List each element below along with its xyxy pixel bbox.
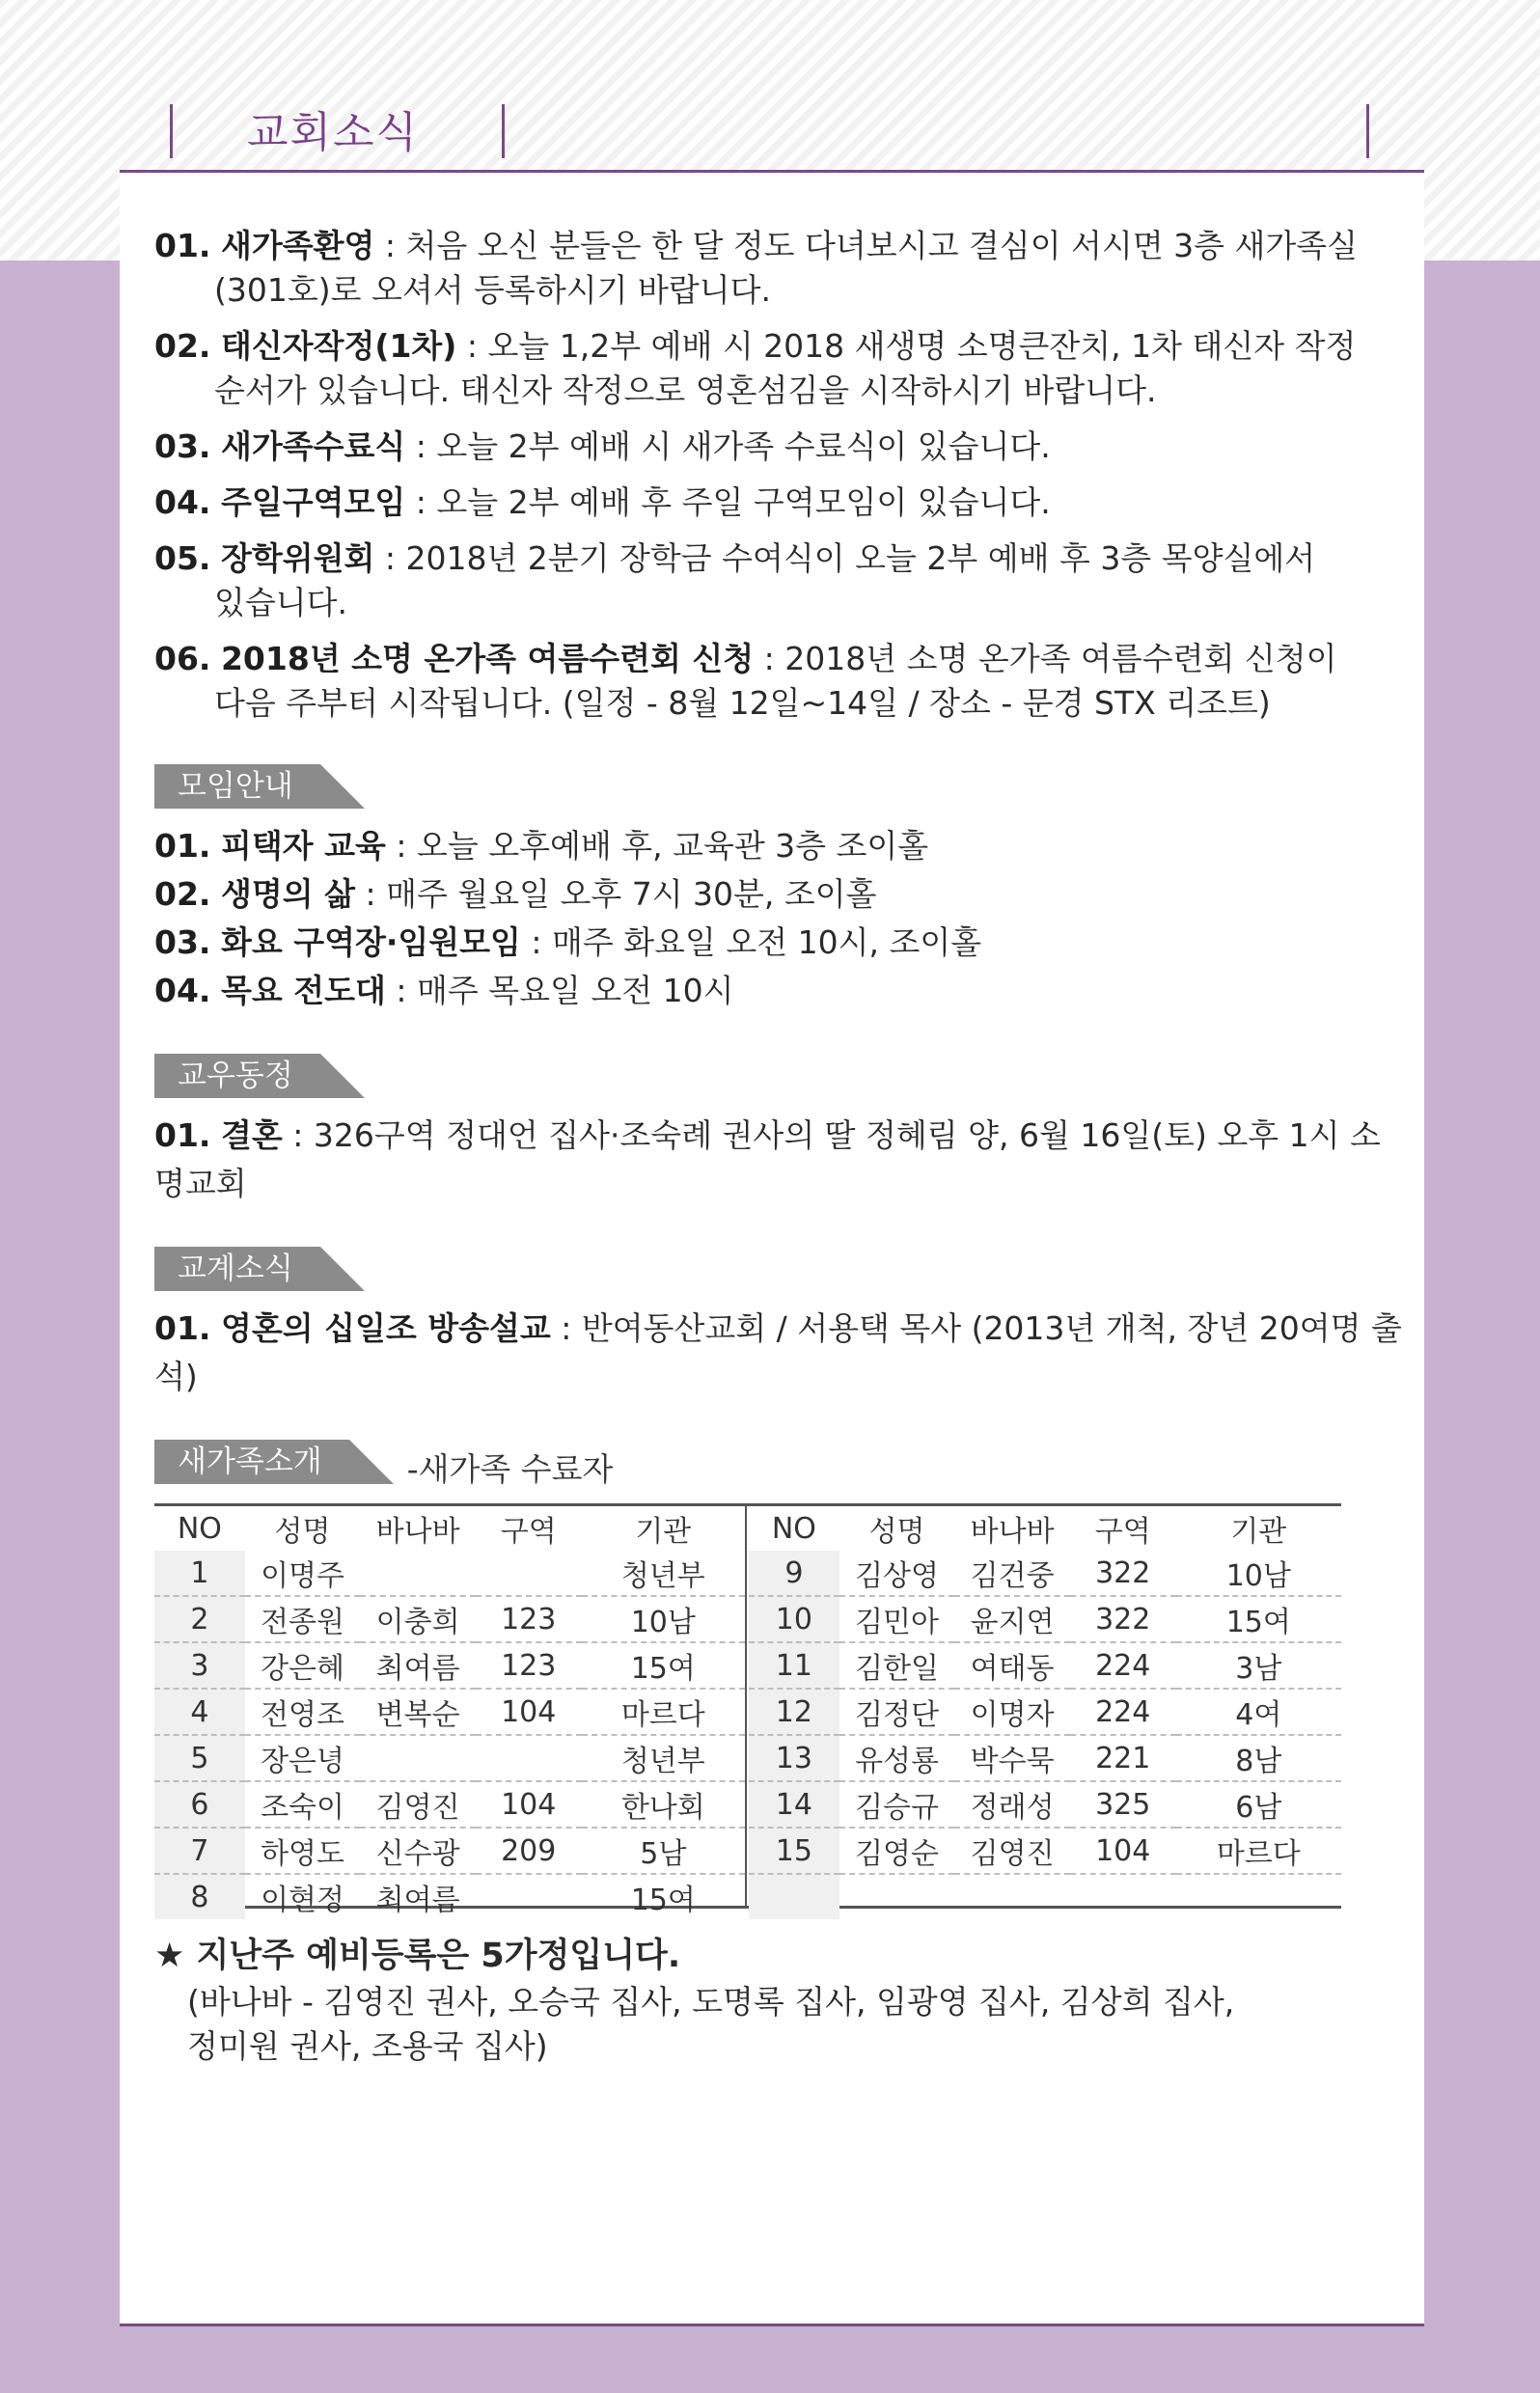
cell-name: 김승규	[839, 1781, 955, 1828]
meeting-item	[154, 822, 1409, 870]
meeting-item	[154, 870, 1409, 919]
cell-barnabas: 김영진	[954, 1828, 1070, 1874]
title-right-bar	[502, 104, 505, 158]
news-text: : 2018년 2분기 장학금 수여식이 오늘 2부 예배 후 3층 목양실에서	[374, 539, 1316, 577]
col-header: 기관	[635, 1515, 692, 1549]
cell-district	[1070, 1874, 1176, 1919]
cell-no: 12	[749, 1689, 839, 1735]
right-rows	[749, 1551, 1341, 1919]
item-text: : 매주 목요일 오전 10시	[385, 972, 734, 1009]
news-no: 06.	[154, 640, 211, 677]
cell-group: 15여	[630, 1884, 696, 1917]
cell-district: 123	[476, 1596, 582, 1642]
item-title: 생명의 삶	[220, 875, 355, 913]
cell-group: 10남	[1176, 1551, 1341, 1596]
item-no: 04.	[154, 972, 211, 1009]
news-no: 01.	[154, 227, 211, 264]
item-text: : 매주 월요일 오후 7시 30분, 조이홀	[354, 875, 877, 913]
cell-district: 104	[1070, 1828, 1176, 1874]
news-title: 장학위원회	[220, 539, 375, 577]
header-end-bar	[1366, 104, 1369, 158]
news-title: 태신자작정(1차)	[220, 327, 457, 365]
cell-barnabas: 정래성	[954, 1781, 1070, 1828]
item-text: : 326구역 정대언 집사·조숙례 권사의 딸 정혜림 양, 6월 16일(토) 오후 1시 소명교회	[154, 1116, 1381, 1202]
cell-no: 8	[154, 1874, 245, 1919]
section-tag: 모임안내	[154, 764, 320, 809]
news-no: 04.	[154, 483, 211, 521]
cell-no: 10	[749, 1596, 839, 1642]
cell-name: 하영도	[245, 1828, 361, 1874]
item-title: 피택자 교육	[220, 827, 386, 865]
news-text: : 오늘 2부 예배 시 새가족 수료식이 있습니다.	[405, 427, 1051, 465]
table-row	[749, 1551, 1341, 1596]
cell-group: 마르다	[1176, 1828, 1341, 1874]
cell-name: 김영순	[839, 1828, 955, 1874]
section-tag: 교계소식	[154, 1247, 320, 1291]
cell-group: 4여	[1176, 1689, 1341, 1735]
cell-barnabas: 이명자	[954, 1689, 1070, 1735]
cell-barnabas	[954, 1874, 1070, 1919]
cell-district: 224	[1070, 1689, 1176, 1735]
cell-group: 8남	[1176, 1735, 1341, 1781]
news-item	[154, 637, 1409, 726]
cell-group: 15여	[1176, 1596, 1341, 1642]
cell-name: 김민아	[839, 1596, 955, 1642]
denomination-section	[154, 1247, 1409, 1401]
table-row	[154, 1735, 745, 1781]
table-row	[749, 1596, 1341, 1642]
meeting-item	[154, 919, 1409, 967]
header-divider	[120, 170, 1424, 173]
cell-barnabas: 김건중	[954, 1551, 1070, 1596]
cell-name: 전종원	[245, 1596, 361, 1642]
news-no: 02.	[154, 327, 211, 365]
meeting-item	[154, 967, 1409, 1015]
cell-group: 10남	[582, 1596, 745, 1642]
cell-name: 조숙이	[245, 1781, 361, 1828]
table-row	[154, 1596, 745, 1642]
cell-no: 15	[749, 1828, 839, 1874]
cell-name: 장은녕	[245, 1735, 361, 1781]
pre-registration-headline: ★ 지난주 예비등록은 5가정입니다.	[154, 1937, 681, 1975]
section-tag: 새가족소개	[154, 1440, 349, 1484]
cell-no: 14	[749, 1781, 839, 1828]
news-text-cont: (301호)로 오셔서 등록하시기 바랍니다.	[214, 271, 771, 309]
news-no: 05.	[154, 539, 211, 577]
cell-district	[476, 1735, 582, 1781]
news-text-cont: 있습니다.	[214, 584, 348, 621]
cell-district: 322	[1070, 1551, 1176, 1596]
cell-barnabas: 윤지연	[954, 1596, 1070, 1642]
item-title: 영혼의 십일조 방송설교	[220, 1309, 551, 1347]
table-row	[154, 1642, 745, 1689]
col-header: 성명	[274, 1515, 331, 1549]
pre-registration-line: (바나바 - 김영진 권사, 오승국 집사, 도명록 집사, 임광영 집사, 김상희 집사,	[187, 1983, 1235, 2021]
newcomers-subtitle: -새가족 수료자	[406, 1450, 614, 1488]
news-text: : 처음 오신 분들은 한 달 정도 다녀보시고 결심이 서시면 3층 새가족실	[374, 227, 1359, 264]
cell-district: 224	[1070, 1642, 1176, 1689]
newcomers-left-table	[154, 1506, 745, 1919]
cell-name: 김정단	[839, 1689, 955, 1735]
cell-no: 11	[749, 1642, 839, 1689]
table-row	[749, 1828, 1341, 1874]
cell-barnabas: 여태동	[954, 1642, 1070, 1689]
table-row	[749, 1781, 1341, 1828]
cell-name: 유성룡	[839, 1735, 955, 1781]
cell-district: 221	[1070, 1735, 1176, 1781]
item-no: 02.	[154, 875, 211, 913]
cell-district: 123	[476, 1642, 582, 1689]
newcomers-right-table	[749, 1506, 1341, 1919]
cell-barnabas: 변복순	[360, 1689, 476, 1735]
col-header: 기관	[1230, 1515, 1287, 1549]
item-no: 01.	[154, 827, 211, 865]
item-no: 01.	[154, 1116, 211, 1154]
cell-group: 청년부	[582, 1551, 745, 1596]
section-tag: 교우동정	[154, 1054, 320, 1098]
news-item	[154, 481, 1409, 525]
cell-name: 이명주	[245, 1551, 361, 1596]
item-title: 결혼	[220, 1116, 283, 1154]
cell-no: 6	[154, 1781, 245, 1828]
cell-no: 1	[154, 1551, 245, 1596]
item-text: : 오늘 오후예배 후, 교육관 3층 조이홀	[385, 827, 929, 865]
cell-group: 5남	[582, 1828, 745, 1874]
news-text-cont: 다음 주부터 시작됩니다. (일정 - 8월 12일~14일 / 장소 - 문경 STX 리조트)	[214, 684, 1271, 722]
news-text: : 오늘 2부 예배 후 주일 구역모임이 있습니다.	[405, 483, 1051, 521]
news-text-cont: 순서가 있습니다. 태신자 작정으로 영혼섬김을 시작하시기 바랍니다.	[214, 371, 1157, 409]
news-item	[154, 425, 1409, 469]
item-title: 화요 구역장·임원모임	[220, 923, 521, 961]
cell-barnabas: 신수광	[360, 1828, 476, 1874]
left-rows	[154, 1551, 745, 1919]
news-title: 주일구역모임	[220, 483, 406, 521]
item-text: : 반여동산교회 / 서용택 목사 (2013년 개척, 장년 20여명 출석)	[154, 1309, 1402, 1395]
table-row	[154, 1551, 745, 1596]
news-item	[154, 224, 1409, 313]
col-header: 구역	[1094, 1515, 1151, 1549]
cell-district	[476, 1551, 582, 1596]
table-row	[749, 1689, 1341, 1735]
title-left-bar	[170, 104, 173, 158]
table-row	[749, 1735, 1341, 1781]
cell-district: 209	[476, 1828, 582, 1874]
table-row	[749, 1874, 1341, 1919]
col-header: 바나바	[375, 1515, 460, 1549]
item-no: 03.	[154, 923, 211, 961]
table-row	[154, 1874, 745, 1919]
pre-registration-note	[154, 1932, 1409, 2069]
newcomers-section	[154, 1440, 1409, 1917]
cell-group: 청년부	[582, 1735, 745, 1781]
cell-no: 7	[154, 1828, 245, 1874]
cell-barnabas	[360, 1735, 476, 1781]
table-divider	[745, 1506, 747, 1906]
col-header: NO	[177, 1511, 222, 1546]
cell-barnabas: 박수묵	[954, 1735, 1070, 1781]
cell-group: 한나회	[582, 1781, 745, 1828]
cell-no: 9	[749, 1551, 839, 1596]
cell-no: 3	[154, 1642, 245, 1689]
cell-name: 이현정	[261, 1884, 345, 1917]
table-row	[749, 1642, 1341, 1689]
cell-group: 3남	[1176, 1642, 1341, 1689]
col-header: 성명	[868, 1515, 925, 1549]
table-row	[154, 1781, 745, 1828]
cell-name: 김한일	[839, 1642, 955, 1689]
cell-no	[749, 1874, 839, 1919]
news-no: 03.	[154, 427, 211, 465]
cell-barnabas: 최여름	[375, 1884, 460, 1917]
cell-district	[476, 1874, 582, 1919]
cell-district: 322	[1070, 1596, 1176, 1642]
item-text: : 매주 화요일 오전 10시, 조이홀	[520, 923, 982, 961]
cell-group: 6남	[1176, 1781, 1341, 1828]
content-area	[154, 224, 1409, 2069]
news-text: : 오늘 1,2부 예배 시 2018 새생명 소명큰잔치, 1차 태신자 작정	[456, 327, 1357, 365]
col-header: 구역	[500, 1515, 557, 1549]
cell-barnabas	[360, 1551, 476, 1596]
item-title: 목요 전도대	[220, 972, 386, 1009]
cell-name: 강은혜	[245, 1642, 361, 1689]
meetings-section	[154, 764, 1409, 1015]
news-text: : 2018년 소명 온가족 여름수련회 신청이	[754, 640, 1337, 677]
cell-district: 104	[476, 1781, 582, 1828]
news-item	[154, 324, 1409, 413]
col-header: 바나바	[970, 1515, 1055, 1549]
members-section	[154, 1054, 1409, 1208]
cell-barnabas: 김영진	[360, 1781, 476, 1828]
cell-name	[839, 1874, 955, 1919]
cell-no: 13	[749, 1735, 839, 1781]
table-row	[154, 1828, 745, 1874]
denomination-item	[154, 1305, 1409, 1401]
news-title: 새가족수료식	[220, 427, 406, 465]
cell-name: 전영조	[245, 1689, 361, 1735]
cell-barnabas: 최여름	[360, 1642, 476, 1689]
cell-group: 15여	[582, 1642, 745, 1689]
col-header: NO	[771, 1511, 816, 1546]
news-title: 2018년 소명 온가족 여름수련회 신청	[220, 640, 755, 677]
news-title: 새가족환영	[220, 227, 375, 264]
cell-no: 4	[154, 1689, 245, 1735]
cell-group	[1176, 1874, 1341, 1919]
cell-district: 104	[476, 1689, 582, 1735]
cell-no: 5	[154, 1735, 245, 1781]
cell-barnabas: 이충희	[360, 1596, 476, 1642]
news-item	[154, 536, 1409, 625]
member-item	[154, 1112, 1409, 1208]
newcomers-table	[154, 1503, 1341, 1917]
table-row	[154, 1689, 745, 1735]
news-list	[154, 224, 1409, 726]
cell-group: 마르다	[582, 1689, 745, 1735]
page-title: 교회소식	[247, 108, 420, 157]
cell-name: 김상영	[839, 1551, 955, 1596]
footer-divider	[120, 2324, 1424, 2326]
cell-no: 2	[154, 1596, 245, 1642]
cell-district: 325	[1070, 1781, 1176, 1828]
item-no: 01.	[154, 1309, 211, 1347]
pre-registration-line: 정미원 권사, 조용국 집사)	[187, 2027, 548, 2065]
